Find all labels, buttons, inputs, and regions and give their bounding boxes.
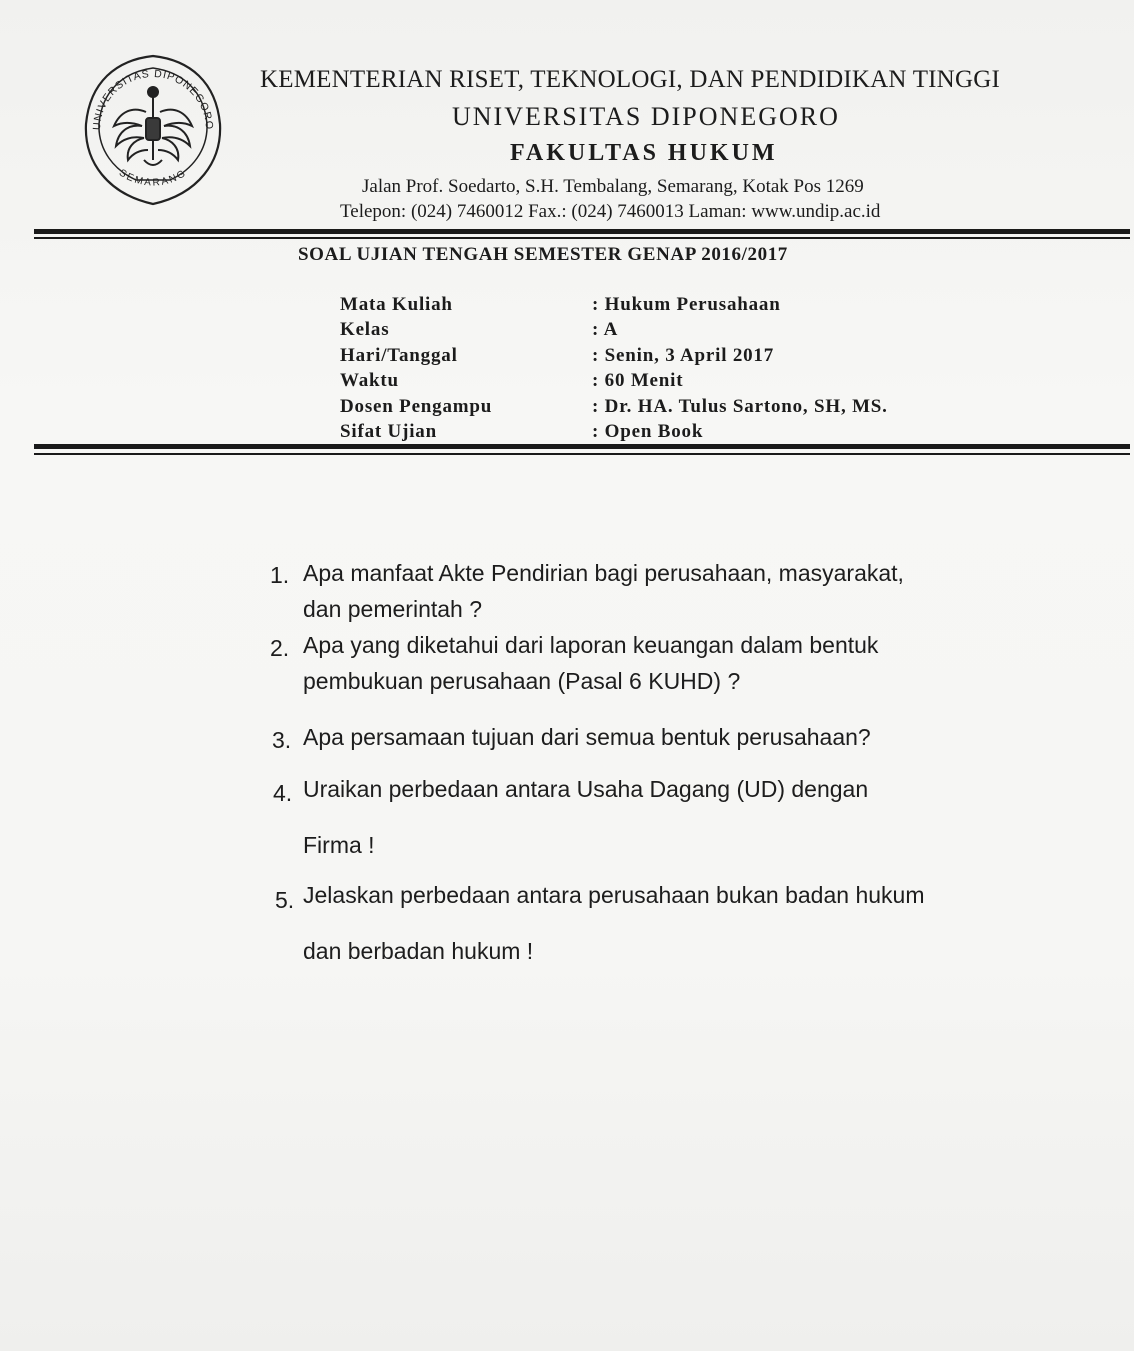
info-value: : 60 Menit (592, 370, 684, 391)
faculty-name: FAKULTAS HUKUM (510, 140, 778, 166)
faculty-contact: Telepon: (024) 7460012 Fax.: (024) 7460013 Laman: www.undip.ac.id (340, 201, 881, 222)
info-label: Dosen Pengampu (340, 396, 493, 417)
university-name: UNIVERSITAS DIPONEGORO (452, 102, 840, 131)
info-label: Mata Kuliah (340, 294, 453, 315)
info-label: Waktu (340, 370, 399, 391)
question-text: dan berbadan hukum ! (303, 938, 534, 964)
question-text: Firma ! (303, 832, 375, 858)
info-value: : Dr. HA. Tulus Sartono, SH, MS. (592, 396, 888, 417)
question-text: dan pemerintah ? (303, 596, 483, 622)
question-text: Apa persamaan tujuan dari semua bentuk perusahaan? (303, 724, 871, 750)
question-number: 5. (275, 887, 295, 913)
info-label: Hari/Tanggal (340, 345, 458, 366)
info-label: Sifat Ujian (340, 421, 437, 442)
info-value: : Hukum Perusahaan (592, 294, 781, 315)
question-number: 3. (272, 727, 292, 753)
question-text: Jelaskan perbedaan antara perusahaan bukan badan hukum (303, 882, 925, 908)
info-value: : A (592, 319, 619, 340)
question-text: Apa manfaat Akte Pendirian bagi perusahaan, masyarakat, (303, 560, 904, 586)
info-value: : Open Book (592, 421, 704, 442)
question-text: pembukuan perusahaan (Pasal 6 KUHD) ? (303, 668, 741, 694)
ministry-name: KEMENTERIAN RISET, TEKNOLOGI, DAN PENDIDIKAN TINGGI (260, 66, 1000, 93)
question-number: 4. (273, 780, 293, 806)
info-label: Kelas (340, 319, 390, 340)
question-text: Apa yang diketahui dari laporan keuangan dalam bentuk (303, 632, 879, 658)
exam-title: SOAL UJIAN TENGAH SEMESTER GENAP 2016/2017 (298, 244, 788, 265)
question-number: 2. (270, 635, 290, 661)
faculty-address: Jalan Prof. Soedarto, S.H. Tembalang, Semarang, Kotak Pos 1269 (362, 176, 864, 197)
logo-bottom-text: SEMARANG (116, 167, 190, 189)
info-value: : Senin, 3 April 2017 (592, 345, 775, 366)
question-text: Uraikan perbedaan antara Usaha Dagang (UD) dengan (303, 776, 869, 802)
question-number: 1. (270, 562, 290, 588)
logo-top-text: UNIVERSITAS DIPONEGORO (90, 67, 216, 131)
